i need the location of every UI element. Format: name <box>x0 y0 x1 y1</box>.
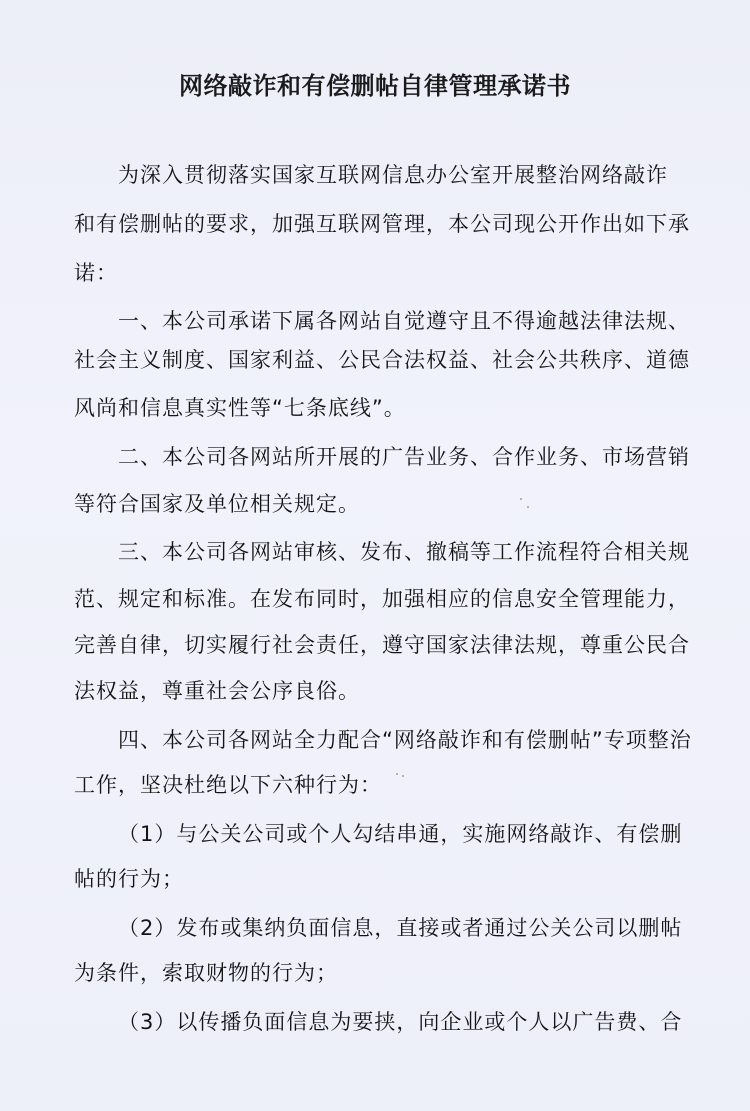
item-two-line-1: （2）发布或集纳负面信息，直接或者通过公关公司以删帖 <box>118 916 683 940</box>
paragraph-three-line-4: 法权益，尊重社会公序良俗。 <box>74 679 360 703</box>
paragraph-intro-line-2: 和有偿删帖的要求，加强互联网管理，本公司现公开作出如下承 <box>74 212 690 236</box>
paragraph-two-line-2: 等符合国家及单位相关规定。 <box>74 492 360 516</box>
item-one-line-1: （1）与公关公司或个人勾结串通，实施网络敲诈、有偿删 <box>118 822 683 846</box>
paragraph-intro-line-1: 为深入贯彻落实国家互联网信息办公室开展整治网络敲诈 <box>118 163 668 187</box>
item-three-line-1: （3）以传播负面信息为要挟，向企业或个人以广告费、合 <box>118 1010 683 1034</box>
paragraph-three-line-1: 三、本公司各网站审核、发布、撤稿等工作流程符合相关规 <box>118 540 690 564</box>
document-title: 网络敲诈和有偿删帖自律管理承诺书 <box>179 71 571 100</box>
paragraph-one-line-2: 社会主义制度、国家利益、公民合法权益、社会公共秩序、道德 <box>74 348 690 372</box>
paragraph-one-line-1: 一、本公司承诺下属各网站自觉遵守且不得逾越法律法规、 <box>118 309 690 333</box>
paragraph-intro-line-3: 诺： <box>74 261 118 285</box>
item-one-line-2: 帖的行为； <box>74 867 184 891</box>
scan-speck <box>527 506 529 508</box>
scan-speck <box>402 775 404 777</box>
scan-speck <box>396 773 398 775</box>
scan-speck <box>520 498 522 500</box>
paragraph-three-line-2: 范、规定和标准。在发布同时，加强相应的信息安全管理能力， <box>74 587 690 611</box>
item-two-line-2: 为条件，索取财物的行为； <box>74 961 338 985</box>
paragraph-four-line-2: 工作，坚决杜绝以下六种行为： <box>74 773 382 797</box>
paragraph-four-line-1: 四、本公司各网站全力配合“网络敲诈和有偿删帖”专项整治 <box>118 728 692 752</box>
paragraph-one-line-3: 风尚和信息真实性等“七条底线”。 <box>74 396 406 420</box>
paragraph-three-line-3: 完善自律，切实履行社会责任，遵守国家法律法规，尊重公民合 <box>74 633 690 657</box>
paragraph-two-line-1: 二、本公司各网站所开展的广告业务、合作业务、市场营销 <box>118 445 690 469</box>
